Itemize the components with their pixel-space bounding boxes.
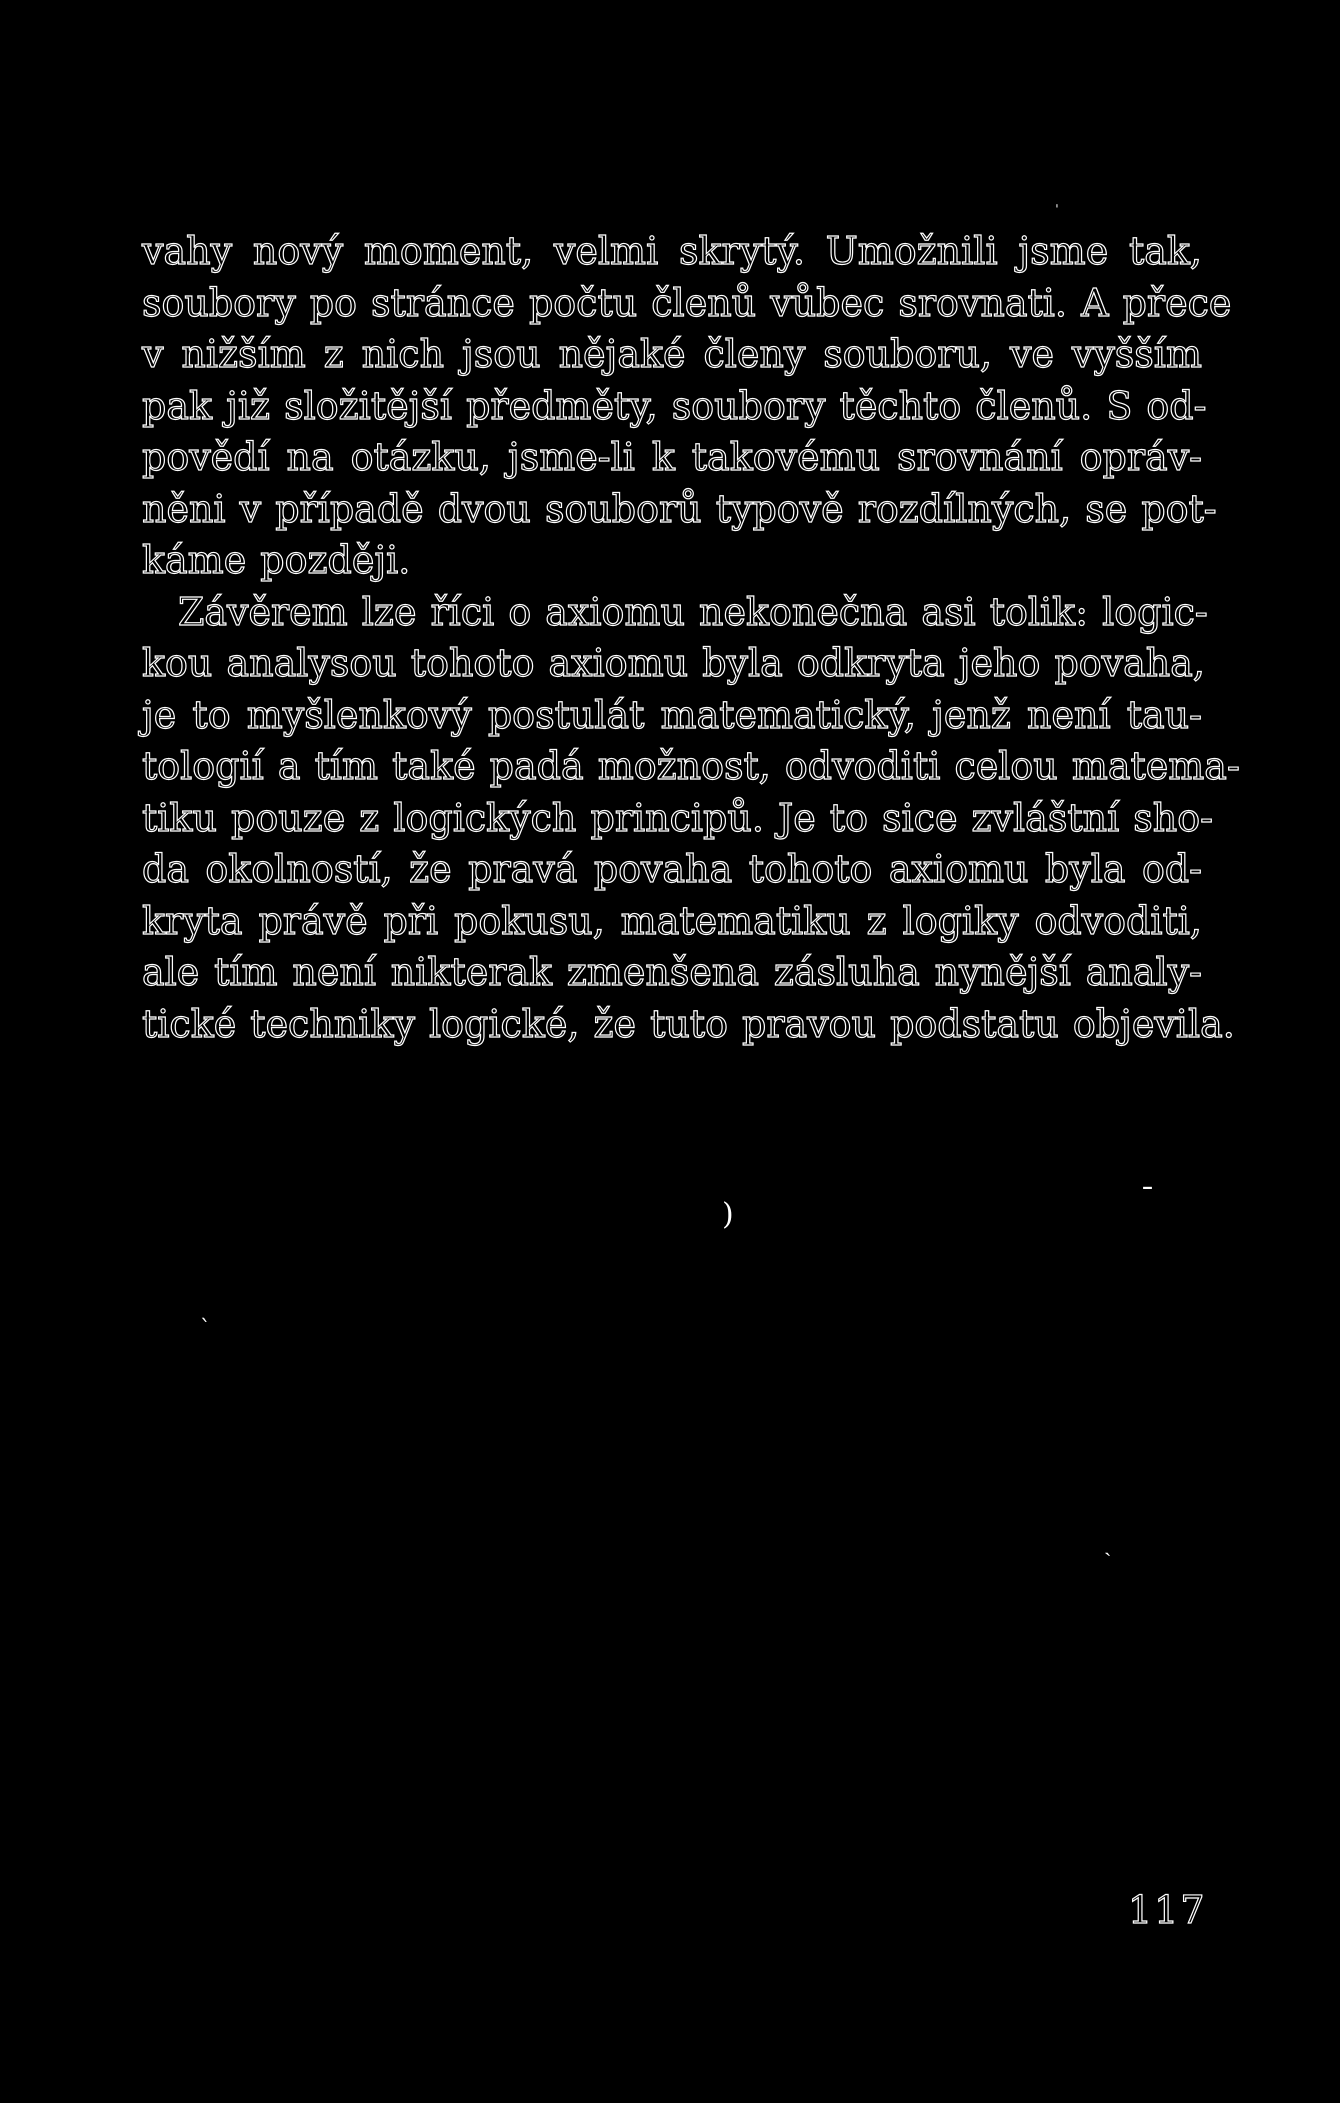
text-line: něni v případě dvou souborů typově rozdílných, se pot- bbox=[142, 486, 1217, 531]
paragraph-2 bbox=[142, 587, 1240, 1051]
text-line: tické techniky logické, že tuto pravou podstatu objevila. bbox=[142, 1001, 1235, 1046]
text-line: kryta právě při pokusu, matematiku z logiky odvoditi, bbox=[142, 898, 1202, 943]
scan-speck: ˋ bbox=[200, 1317, 211, 1342]
text-line: vahy nový moment, velmi skrytý. Umožnili jsme tak, bbox=[142, 229, 1202, 273]
text-line: da okolností, že pravá povaha tohoto axiomu byla od- bbox=[142, 847, 1202, 891]
text-line: je to myšlenkový postulát matematický, jenž není tau- bbox=[142, 692, 1202, 737]
scan-speck: ) bbox=[722, 1197, 734, 1232]
text-line: tologií a tím také padá možnost, odvoditi celou matema- bbox=[142, 744, 1240, 788]
text-line: soubory po stránce počtu členů vůbec srovnati. A přece bbox=[142, 280, 1232, 325]
text-line: pak již složitější předměty, soubory těchto členů. S od- bbox=[142, 383, 1207, 428]
scan-speck: ˈ bbox=[1055, 203, 1059, 219]
paragraph-1 bbox=[142, 226, 1232, 587]
page-number: 117 bbox=[1128, 1888, 1207, 1932]
text-line: ale tím není nikterak zmenšena zásluha nynější analy- bbox=[142, 950, 1202, 994]
body-text bbox=[142, 226, 1240, 1050]
text-line: Závěrem lze říci o axiomu nekonečna asi tolik: logic- bbox=[178, 589, 1208, 634]
scan-speck: ˏ bbox=[1104, 1532, 1112, 1557]
text-line: tiku pouze z logických principů. Je to sice zvláštní sho- bbox=[142, 795, 1213, 840]
text-line: v nižším z nich jsou nějaké členy souboru, ve vyšším bbox=[142, 332, 1202, 376]
text-line: povědí na otázku, jsme-li k takovému srovnání opráv- bbox=[142, 435, 1202, 479]
text-line: káme později. bbox=[142, 538, 411, 582]
text-line: kou analysou tohoto axiomu byla odkryta jeho povaha, bbox=[142, 641, 1206, 685]
scan-speck: ˉ bbox=[1140, 1182, 1155, 1217]
